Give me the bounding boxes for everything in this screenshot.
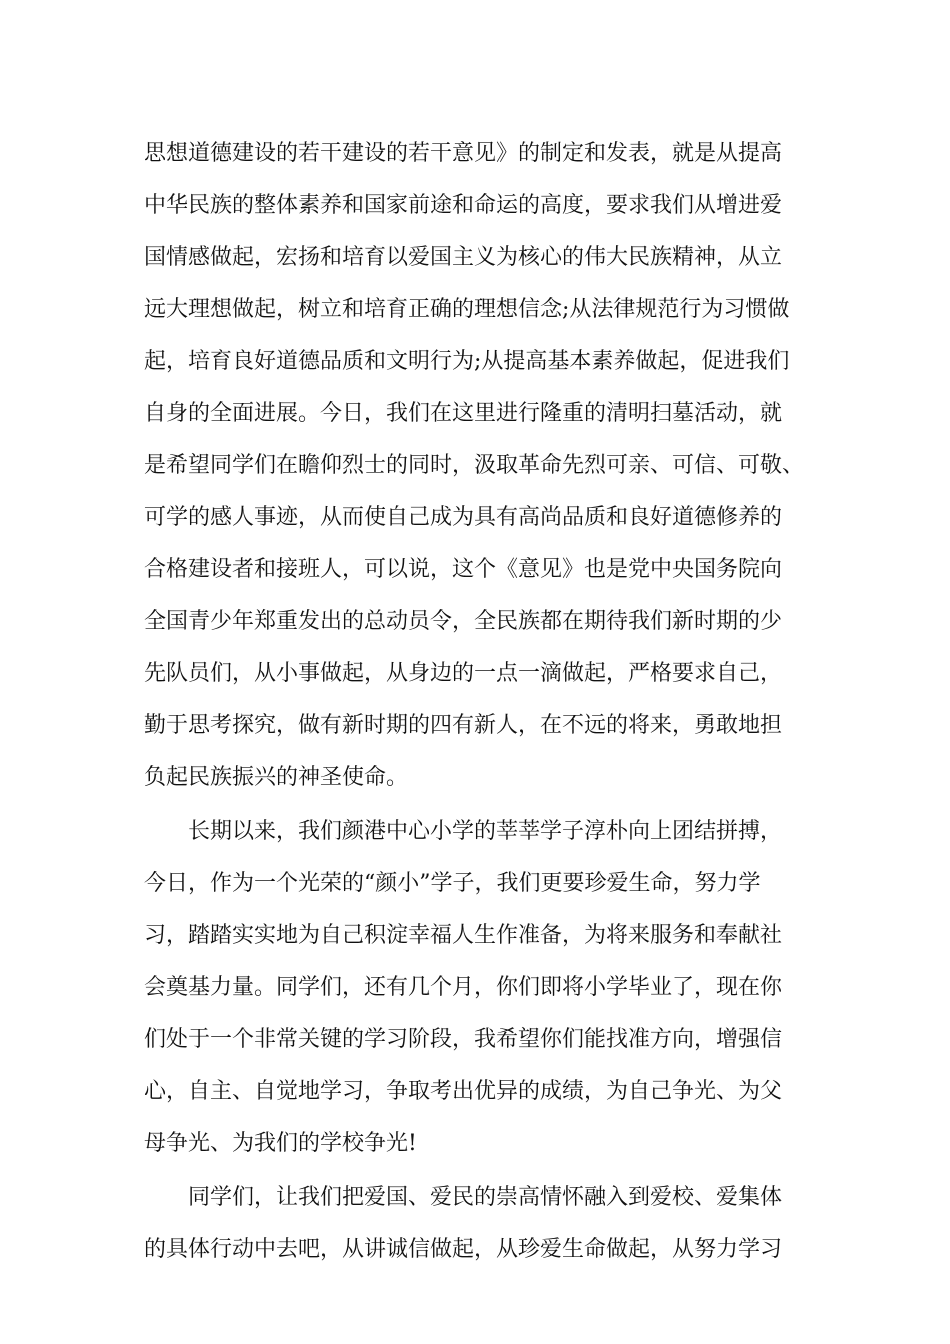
text-line: 们处于一个非常关键的学习阶段，我希望你们能找准方向，增强信 (144, 1027, 783, 1052)
text-line: 国情感做起，宏扬和培育以爱国主义为核心的伟大民族精神，从立 (144, 245, 783, 270)
text-line: 先队员们，从小事做起，从身边的一点一滴做起，严格要求自己， (144, 661, 783, 686)
text-line: 勤于思考探究，做有新时期的四有新人，在不远的将来，勇敢地担 (144, 713, 783, 738)
text-line: 负起民族振兴的神圣使命。 (144, 765, 409, 790)
text-line: 长期以来，我们颜港中心小学的莘莘学子淳朴向上团结拼搏， (144, 819, 783, 844)
text-line: 习，踏踏实实地为自己积淀幸福人生作准备，为将来服务和奉献社 (144, 923, 783, 948)
text-line: 母争光、为我们的学校争光! (144, 1131, 417, 1156)
text-line: 远大理想做起，树立和培育正确的理想信念;从法律规范行为习惯做 (144, 297, 790, 322)
text-line: 是希望同学们在瞻仰烈士的同时，汲取革命先烈可亲、可信、可敬、 (144, 453, 805, 478)
text-line: 合格建设者和接班人，可以说，这个《意见》也是党中央国务院向 (144, 557, 783, 582)
text-line: 同学们，让我们把爱国、爱民的崇高情怀融入到爱校、爱集体 (144, 1185, 783, 1210)
text-line: 今日，作为一个光荣的“颜小”学子，我们更要珍爱生命，努力学 (144, 871, 761, 896)
text-line: 全国青少年郑重发出的总动员令，全民族都在期待我们新时期的少 (144, 609, 783, 634)
text-line: 会奠基力量。同学们，还有几个月，你们即将小学毕业了，现在你 (144, 975, 783, 1000)
text-line: 自身的全面进展。今日，我们在这里进行隆重的清明扫墓活动，就 (144, 401, 783, 426)
document-body (144, 128, 844, 1276)
text-line: 的具体行动中去吧，从讲诚信做起，从珍爱生命做起，从努力学习 (144, 1237, 783, 1262)
text-line: 可学的感人事迹，从而使自己成为具有高尚品质和良好道德修养的 (144, 505, 783, 530)
text-line: 心，自主、自觉地学习，争取考出优异的成绩，为自己争光、为父 (144, 1079, 783, 1104)
text-line: 中华民族的整体素养和国家前途和命运的高度，要求我们从增进爱 (144, 193, 783, 218)
text-line: 思想道德建设的若干建设的若干意见》的制定和发表，就是从提高 (144, 141, 783, 166)
text-line: 起，培育良好道德品质和文明行为;从提高基本素养做起，促进我们 (144, 349, 790, 374)
